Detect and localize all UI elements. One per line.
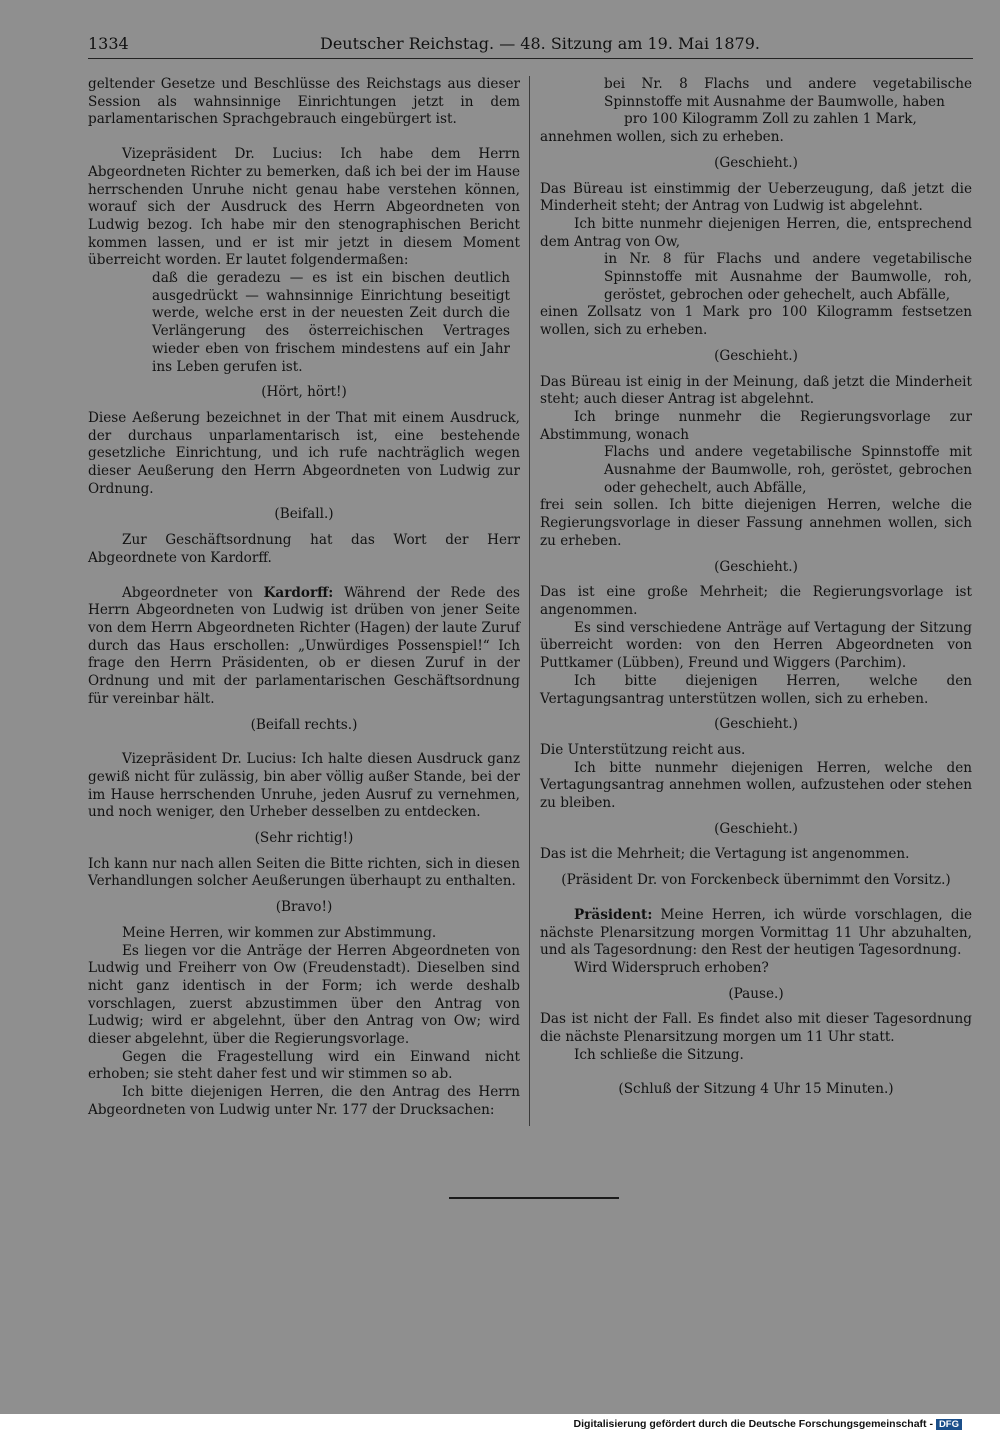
interjection: (Beifall rechts.) — [250, 716, 358, 733]
paragraph: Ich bringe nunmehr die Regierungsvorlage zur Abstimmung, wonach — [540, 408, 972, 443]
interjection: (Hört, hört!) — [261, 384, 347, 401]
paragraph: Wird Widerspruch erhoben? — [574, 959, 769, 976]
end-rule — [449, 1197, 619, 1199]
speech-text: Während der Rede des Herrn Abgeordneten von Ludwig ist drüben von jener Seite von dem Herrn Abgeordneten Richter (Hagen) der laute Zuruf durch das Haus erschollen: „Unwürdiges Possenspiel!“ Ich frage den Herrn Präsidenten, ob er diesen Zuruf in der Ordnung und mit der parlamentarischen Geschäftsordnung für vereinbar hält. — [88, 584, 520, 707]
paragraph: Ich schließe die Sitzung. — [574, 1046, 744, 1063]
paragraph: Meine Herren, wir kommen zur Abstimmung. — [122, 924, 437, 941]
stage-direction: (Präsident Dr. von Forckenbeck übernimmt den Vorsitz.) — [561, 872, 951, 889]
interjection: (Geschieht.) — [714, 347, 798, 364]
paragraph: Das ist nicht der Fall. Es findet also mit dieser Tagesordnung die nächste Plenarsitzung morgen um 11 Uhr statt. — [540, 1011, 972, 1046]
interjection: (Geschieht.) — [714, 154, 798, 171]
interjection: (Sehr richtig!) — [254, 830, 354, 847]
footer-credit — [574, 1418, 962, 1430]
speech-text: Ich habe dem Herrn Abgeordneten Richter zu bemerken, daß ich bei der im Hause herrschenden Unruhe nicht genau habe verstehen können, worauf sich der Ausdruck des Herrn Abgeordneten von Ludwig bezog. Ich habe mir den stenographischen Bericht kommen lassen, und er ist mir jetzt in diesem Moment überreicht worden. Er lautet folgendermaßen: — [88, 146, 520, 269]
paragraph: Ich bitte nunmehr diejenigen Herren, welche den Vertagungsantrag annehmen wollen, aufzustehen oder stehen zu bleiben. — [540, 759, 972, 812]
speech-text: Meine Herren, ich würde vorschlagen, die nächste Plenarsitzung morgen Vormittag 11 Uhr abzuhalten, und als Tagesordnung: den Rest der heutigen Tagesordnung. — [540, 906, 972, 959]
footer-text: Digitalisierung gefördert durch die Deutsche Forschungsgemeinschaft - — [573, 1418, 933, 1430]
motion-text: in Nr. 8 für Flachs und andere vegetabilische Spinnstoffe mit Ausnahme der Baumwolle, roh, geröstet, gebrochen oder gehechelt, auch Abfälle, — [604, 251, 972, 303]
paragraph: Ich kann nur nach allen Seiten die Bitte richten, sich in diesen Verhandlungen solcher Aeußerungen überhaupt zu enthalten. — [88, 855, 520, 890]
motion-text: Flachs und andere vegetabilische Spinnstoffe mit Ausnahme der Baumwolle, roh, geröstet, gebrochen oder gehechelt, auch Abfälle, — [604, 444, 972, 496]
speaker-label: Kardorff: — [263, 584, 334, 601]
dfg-logo: DFG — [936, 1419, 962, 1430]
speech-paragraph — [88, 751, 520, 822]
interjection: (Geschieht.) — [714, 558, 798, 575]
speaker-label: Vizepräsident Dr. Lucius: — [122, 146, 323, 163]
interjection: (Beifall.) — [274, 506, 334, 523]
paragraph: Die Unterstützung reicht aus. — [540, 741, 746, 758]
paragraph: einen Zollsatz von 1 Mark pro 100 Kilogramm festsetzen wollen, sich zu erheben. — [540, 304, 972, 339]
right-column — [540, 76, 972, 1099]
page-header — [88, 34, 973, 56]
running-title: Deutscher Reichstag. — 48. Sitzung am 19. Mai 1879. — [320, 34, 760, 53]
speaker-label: Vizepräsident Dr. Lucius: — [122, 751, 297, 768]
paragraph: annehmen wollen, sich zu erheben. — [540, 129, 784, 146]
speech-paragraph — [540, 907, 972, 960]
paragraph: geltender Gesetze und Beschlüsse des Reichstags aus dieser Session als wahnsinnige Einrichtungen jetzt in dem parlamentarischen Sprachgebrauch eingebürgert ist. — [88, 76, 520, 128]
paragraph: Ich bitte nunmehr diejenigen Herren, die, entsprechend dem Antrag von Ow, — [540, 215, 972, 250]
motion-text: pro 100 Kilogramm Zoll zu zahlen 1 Mark, — [624, 111, 917, 128]
interjection: (Geschieht.) — [714, 820, 798, 837]
closing-note: (Schluß der Sitzung 4 Uhr 15 Minuten.) — [618, 1081, 894, 1098]
interjection: (Pause.) — [728, 985, 784, 1002]
quoted-passage: daß die geradezu — es ist ein bischen deutlich ausgedrückt — wahnsinnige Einrichtung beseitigt werde, welche erst in der neuesten Zeit durch die Verlängerung des österreichischen Vertrages wieder eben von frischem mindestens auf ein Jahr ins Leben gerufen ist. — [152, 270, 510, 375]
paragraph: Ich bitte diejenigen Herren, welche den Vertagungsantrag unterstützen wollen, sich zu erheben. — [540, 672, 972, 707]
speaker-label: Präsident: — [574, 906, 653, 923]
paragraph: Gegen die Fragestellung wird ein Einwand nicht erhoben; sie steht daher fest und wir stimmen so ab. — [88, 1048, 520, 1083]
speaker-prefix: Abgeordneter von — [122, 584, 253, 601]
speech-paragraph — [88, 585, 520, 709]
paragraph: frei sein sollen. Ich bitte diejenigen Herren, welche die Regierungsvorlage in dieser Fassung annehmen wollen, sich zu erheben. — [540, 497, 972, 549]
page-number: 1334 — [88, 34, 129, 53]
paragraph: Das Büreau ist einig in der Meinung, daß jetzt die Minderheit steht; auch dieser Antrag ist abgelehnt. — [540, 373, 972, 408]
paragraph: Das ist eine große Mehrheit; die Regierungsvorlage ist angenommen. — [540, 584, 972, 618]
interjection: (Geschieht.) — [714, 716, 798, 733]
left-column — [88, 76, 520, 1120]
header-rule — [88, 58, 973, 59]
paragraph: Ich bitte diejenigen Herren, die den Antrag des Herrn Abgeordneten von Ludwig unter Nr. 177 der Drucksachen: — [88, 1084, 520, 1118]
paragraph: Es sind verschiedene Anträge auf Vertagung der Sitzung überreicht worden: von den Herren Abgeordneten von Puttkamer (Lübben), Freund und Wiggers (Parchim). — [540, 619, 972, 672]
motion-text: bei Nr. 8 Flachs und andere vegetabilische Spinnstoffe mit Ausnahme der Baumwolle, haben — [604, 76, 972, 110]
paragraph: Das Büreau ist einstimmig der Ueberzeugung, daß jetzt die Minderheit steht; der Antrag von Ludwig ist abgelehnt. — [540, 180, 972, 215]
speech-paragraph — [88, 146, 520, 270]
paragraph: Es liegen vor die Anträge der Herren Abgeordneten von Ludwig und Freiherr von Ow (Freudenstadt). Dieselben sind nicht ganz identisch in der Form; ich werde deshalb vorschlagen, zuerst abzustimmen über den Antrag von Ludwig; wird er abgelehnt, über den Antrag von Ow; wird dieser abgelehnt, über die Regierungsvorlage. — [88, 942, 520, 1048]
column-divider — [529, 76, 530, 1126]
paragraph: Das ist die Mehrheit; die Vertagung ist angenommen. — [540, 846, 910, 863]
speech-text: Ich halte diesen Ausdruck ganz gewiß nicht für zulässig, bin aber völlig außer Stande, bei der im Hause herrschenden Unruhe, jeden Ausruf zu vernehmen, und noch weniger, den Urheber desselben zu entdecken. — [88, 751, 520, 821]
paragraph: Diese Aeßerung bezeichnet in der That mit einem Ausdruck, der durchaus unparlamentarisch ist, eine bestehende gesetzliche Einrichtung, und ich rufe nachträglich wegen dieser Aeußerung den Herrn Abgeordneten von Ludwig zur Ordnung. — [88, 409, 520, 497]
interjection: (Bravo!) — [275, 899, 333, 916]
paragraph: Zur Geschäftsordnung hat das Wort der Herr Abgeordnete von Kardorff. — [88, 532, 520, 566]
